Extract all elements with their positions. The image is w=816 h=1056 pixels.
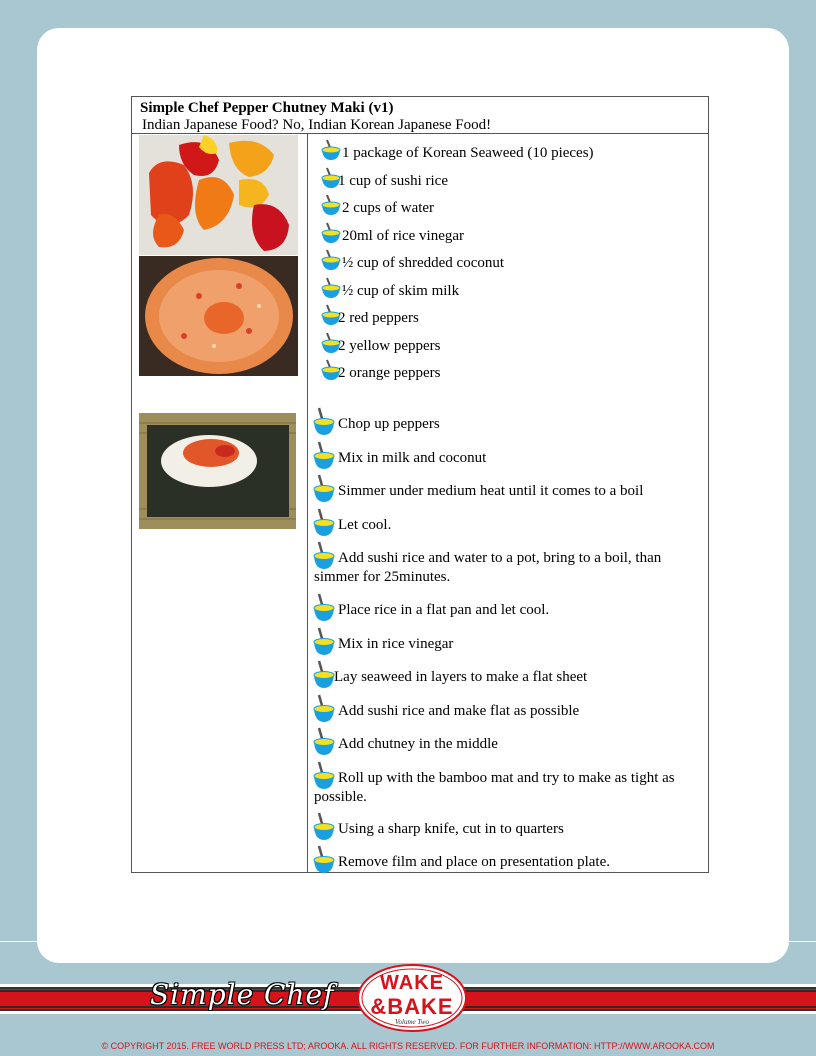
- bowl-spoon-icon: [313, 812, 335, 848]
- wake-bake-logo: [357, 964, 467, 1032]
- step-item: Add sushi rice and water to a pot, bring to a boil, than simmer for 25minutes.: [308, 549, 706, 587]
- step-item: Roll up with the bamboo mat and try to make as tight as possible.: [308, 769, 706, 807]
- ingredient-item: 2 orange peppers: [308, 359, 322, 387]
- step-item: Place rice in a flat pan and let cool.: [308, 601, 706, 620]
- ingredients-list: [308, 139, 594, 387]
- step-item: Mix in rice vinegar: [308, 635, 706, 654]
- bowl-spoon-icon: [313, 407, 335, 443]
- bowl-spoon-icon: [313, 694, 335, 730]
- bowl-spoon-icon: [313, 474, 335, 510]
- bowl-spoon-icon: [313, 727, 335, 763]
- bowl-spoon-icon: [313, 627, 335, 663]
- step-item: Add chutney in the middle: [308, 735, 706, 754]
- bowl-spoon-icon: [313, 761, 335, 797]
- ingredient-item: ½ cup of shredded coconut: [308, 249, 322, 277]
- photo-chutney: [139, 256, 298, 376]
- ingredient-item: ½ cup of skim milk: [308, 277, 322, 305]
- copyright-notice: © COPYRIGHT 2015. FREE WORLD PRESS LTD; AROOKA. ALL RIGHTS RESERVED. FOR FURTHER INFORMATION: HTTP://WWW.AROOKA.COM: [101, 1041, 715, 1051]
- bowl-spoon-icon: [313, 508, 335, 544]
- bowl-spoon-icon: [313, 660, 335, 696]
- step-item: Using a sharp knife, cut in to quarters: [308, 820, 706, 839]
- ingredient-item: 1 cup of sushi rice: [308, 167, 322, 195]
- recipe-table: [131, 96, 709, 873]
- bowl-spoon-icon: [313, 593, 335, 629]
- step-item: Lay seaweed in layers to make a flat sheet: [308, 668, 706, 687]
- bowl-spoon-icon: [313, 845, 335, 881]
- logo-line-bake: &BAKE: [370, 994, 454, 1019]
- recipe-header: [132, 97, 708, 134]
- ingredient-item: 2 red peppers: [308, 304, 322, 332]
- ingredient-item: 1 package of Korean Seaweed (10 pieces): [308, 139, 322, 167]
- step-item: Chop up peppers: [308, 415, 706, 434]
- step-item: Let cool.: [308, 516, 706, 535]
- logo-line-volume: Volume Two: [395, 1018, 429, 1026]
- step-item: Simmer under medium heat until it comes to a boil: [308, 482, 706, 501]
- bowl-spoon-icon: [313, 441, 335, 477]
- photo-peppers: [139, 135, 298, 255]
- bowl-spoon-icon: [313, 541, 335, 577]
- ingredient-item: 2 yellow peppers: [308, 332, 322, 360]
- logo-line-wake: WAKE: [380, 972, 444, 994]
- step-item: Mix in milk and coconut: [308, 449, 706, 468]
- photo-maki-assembly: [139, 413, 296, 529]
- step-item: Remove film and place on presentation plate.: [308, 853, 706, 872]
- ingredient-item: 20ml of rice vinegar: [308, 222, 322, 250]
- brand-wordmark: Simple Chef: [150, 978, 335, 1011]
- step-item: Add sushi rice and make flat as possible: [308, 702, 706, 721]
- ingredient-item: 2 cups of water: [308, 194, 322, 222]
- recipe-title: Simple Chef Pepper Chutney Maki (v1): [140, 100, 394, 116]
- divider-line: [0, 941, 816, 942]
- recipe-subtitle: Indian Japanese Food? No, Indian Korean Japanese Food!: [142, 117, 492, 133]
